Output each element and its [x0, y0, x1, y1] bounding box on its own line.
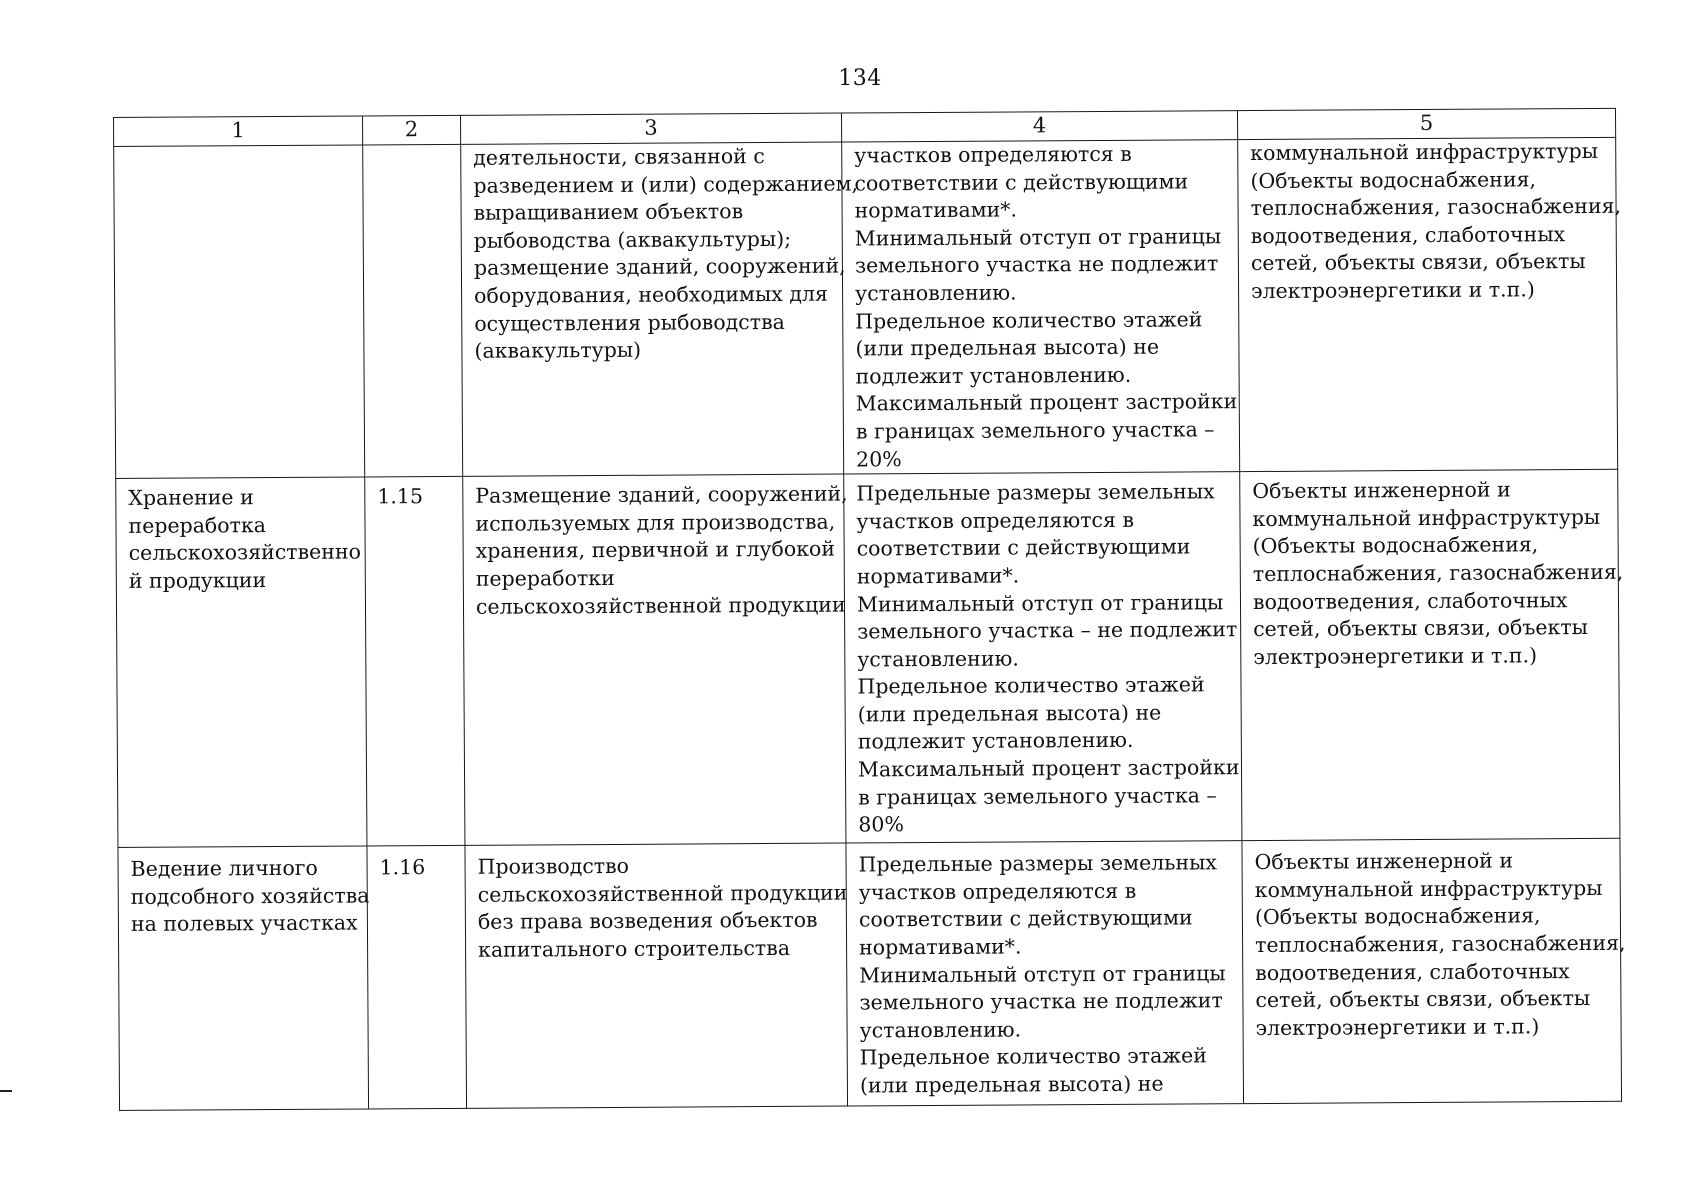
- use-type-description-line: капитального строительства: [478, 935, 791, 962]
- auxiliary-uses-line: сетей, объекты связи, объекты: [1253, 615, 1589, 642]
- use-type-description-line: используемых для производства,: [475, 509, 836, 536]
- use-type-description-cell: [461, 142, 859, 476]
- auxiliary-uses-line: сетей, объекты связи, объекты: [1255, 986, 1591, 1013]
- permitted-parameters-line: нормативами*.: [854, 197, 1018, 223]
- use-type-description-line: рыбоводства (аквакультуры);: [473, 226, 792, 253]
- column-header-2: 2: [362, 115, 460, 145]
- permitted-parameters-line: (или предельная высота) не: [855, 334, 1160, 361]
- use-type-description-line: без права возведения объектов: [477, 908, 818, 935]
- permitted-parameters-line: 80%: [858, 812, 904, 837]
- auxiliary-uses-line: коммунальной инфраструктуры: [1252, 504, 1601, 531]
- auxiliary-uses-line: электроэнергетики и т.п.): [1253, 642, 1538, 669]
- permitted-parameters-line: Предельное количество этажей: [857, 672, 1205, 699]
- use-type-name-cell: [116, 477, 367, 848]
- use-type-description-line: разведением и (или) содержанием,: [473, 171, 859, 198]
- auxiliary-uses-line: (Объекты водоснабжения,: [1252, 532, 1539, 559]
- use-type-description-cell: [463, 474, 846, 845]
- use-type-description-line: выращиванием объектов: [473, 199, 744, 225]
- auxiliary-uses-line: электроэнергетики и т.п.): [1251, 277, 1535, 304]
- permitted-parameters-line: Минимальный отступ от границы: [856, 589, 1224, 616]
- use-type-description-line: оборудования, необходимых для: [474, 281, 828, 308]
- auxiliary-uses-line: теплоснабжения, газоснабжения,: [1250, 193, 1622, 221]
- page-number: 134: [838, 66, 882, 91]
- auxiliary-uses-line: водоотведения, слаботочных: [1255, 958, 1570, 985]
- permitted-parameters-line: подлежит установлению.: [855, 362, 1132, 389]
- permitted-parameters-line: 20%: [856, 446, 902, 471]
- permitted-parameters-line: соответствии с действующими: [858, 905, 1193, 932]
- auxiliary-uses-line: водоотведения, слаботочных: [1250, 221, 1566, 248]
- permitted-parameters-line: в границах земельного участка –: [855, 417, 1215, 444]
- permitted-parameters-line: подлежит установлению.: [857, 728, 1134, 754]
- auxiliary-uses-line: водоотведения, слаботочных: [1252, 587, 1568, 614]
- column-header-3: 3: [460, 113, 841, 144]
- use-type-description-line: осуществления рыбоводства: [474, 309, 785, 336]
- auxiliary-uses-line: (Объекты водоснабжения,: [1250, 166, 1537, 193]
- auxiliary-uses-line: коммунальной инфраструктуры: [1254, 875, 1603, 902]
- use-type-code-cell: [367, 845, 467, 1109]
- permitted-parameters-cell: [844, 472, 1242, 843]
- permitted-parameters-line: (или предельная высота) не: [857, 700, 1162, 727]
- permitted-parameters-line: соответствии с действующими: [856, 534, 1191, 561]
- auxiliary-uses-line: электроэнергетики и т.п.): [1255, 1013, 1540, 1040]
- auxiliary-uses-line: коммунальной инфраструктуры: [1250, 138, 1599, 166]
- use-type-code-cell: [363, 144, 463, 477]
- permitted-parameters-line: нормативами*.: [856, 563, 1020, 589]
- table-row: [114, 137, 1618, 478]
- permitted-parameters-line: соответствии с действующими: [854, 169, 1189, 196]
- permitted-parameters-line: земельного участка – не подлежит: [857, 617, 1238, 644]
- auxiliary-uses-line: (Объекты водоснабжения,: [1254, 903, 1541, 930]
- permitted-parameters-line: Максимальный процент застройки: [857, 755, 1240, 782]
- permitted-parameters-line: участков определяются в: [858, 878, 1137, 905]
- column-header-5: 5: [1237, 108, 1615, 139]
- permitted-parameters-line: установлению.: [857, 646, 1019, 672]
- permitted-parameters-line: (или предельная высота) не: [859, 1071, 1164, 1098]
- permitted-parameters-line: нормативами*.: [859, 934, 1022, 960]
- permitted-parameters-cell: [846, 841, 1244, 1106]
- permitted-parameters-line: земельного участка не подлежит: [859, 988, 1223, 1015]
- use-type-code: 1.16: [379, 855, 426, 880]
- use-type-name-line: подсобного хозяйства: [130, 883, 370, 909]
- use-type-description-line: хранения, первичной и глубокой: [475, 536, 836, 564]
- permitted-parameters-line: в границах земельного участка –: [858, 782, 1217, 810]
- use-type-name-cell: [114, 145, 365, 479]
- use-type-description-line: Производство: [477, 853, 630, 879]
- auxiliary-uses-cell: [1242, 838, 1626, 1103]
- permitted-parameters-line: Предельные размеры земельных: [856, 479, 1215, 506]
- permitted-parameters-line: Минимальный отступ от границы: [854, 224, 1222, 251]
- permitted-parameters-line: земельного участка не подлежит: [854, 251, 1219, 278]
- permitted-parameters-line: участков определяются в: [854, 141, 1132, 168]
- auxiliary-uses-cell: [1238, 137, 1622, 471]
- permitted-parameters-line: Предельное количество этажей: [859, 1043, 1207, 1070]
- table-row: [118, 838, 1622, 1110]
- auxiliary-uses-line: Объекты инженерной и: [1254, 848, 1514, 875]
- use-type-code: 1.15: [377, 484, 424, 509]
- use-type-name-line: сельскохозяйственно: [128, 539, 362, 566]
- permitted-parameters-line: установлению.: [859, 1017, 1022, 1043]
- land-use-table-container: [113, 108, 1626, 1111]
- permitted-parameters-line: участков определяются в: [856, 507, 1135, 534]
- auxiliary-uses-line: теплоснабжения, газоснабжения,: [1252, 559, 1624, 586]
- auxiliary-uses-line: теплоснабжения, газоснабжения,: [1255, 930, 1626, 957]
- use-type-code-cell: [365, 476, 465, 846]
- use-type-description-line: Размещение зданий, сооружений,: [475, 481, 848, 508]
- auxiliary-uses-line: сетей, объекты связи, объекты: [1250, 249, 1586, 276]
- table-row: [116, 469, 1620, 847]
- column-header-4: 4: [841, 111, 1237, 142]
- permitted-parameters-line: Максимальный процент застройки: [855, 389, 1238, 416]
- use-type-description-line: деятельности, связанной с: [473, 144, 765, 170]
- use-type-name-line: Хранение и: [128, 485, 254, 511]
- use-type-name-line: й продукции: [128, 567, 267, 593]
- use-type-name-line: переработка: [128, 512, 267, 538]
- use-type-description-line: сельскохозяйственной продукции: [477, 880, 848, 907]
- use-type-description-line: переработки: [475, 565, 615, 591]
- use-type-description-line: сельскохозяйственной продукции: [475, 592, 846, 619]
- use-type-name-cell: [118, 846, 369, 1111]
- land-use-table: [113, 108, 1626, 1111]
- auxiliary-uses-line: Объекты инженерной и: [1252, 477, 1511, 504]
- use-type-name-line: Ведение личного: [130, 855, 318, 882]
- permitted-parameters-line: Предельное количество этажей: [855, 306, 1203, 334]
- use-type-description-line: размещение зданий, сооружений,: [473, 253, 846, 281]
- use-type-description-line: (аквакультуры): [474, 337, 642, 363]
- permitted-parameters-line: Предельные размеры земельных: [858, 850, 1218, 877]
- auxiliary-uses-cell: [1240, 469, 1624, 840]
- margin-mark: [0, 1090, 12, 1092]
- permitted-parameters-line: Минимальный отступ от границы: [859, 960, 1226, 987]
- permitted-parameters-line: установлению.: [855, 280, 1017, 306]
- column-header-1: 1: [114, 116, 363, 147]
- use-type-description-cell: [465, 843, 848, 1108]
- permitted-parameters-cell: [842, 140, 1240, 475]
- use-type-name-line: на полевых участках: [130, 910, 358, 937]
